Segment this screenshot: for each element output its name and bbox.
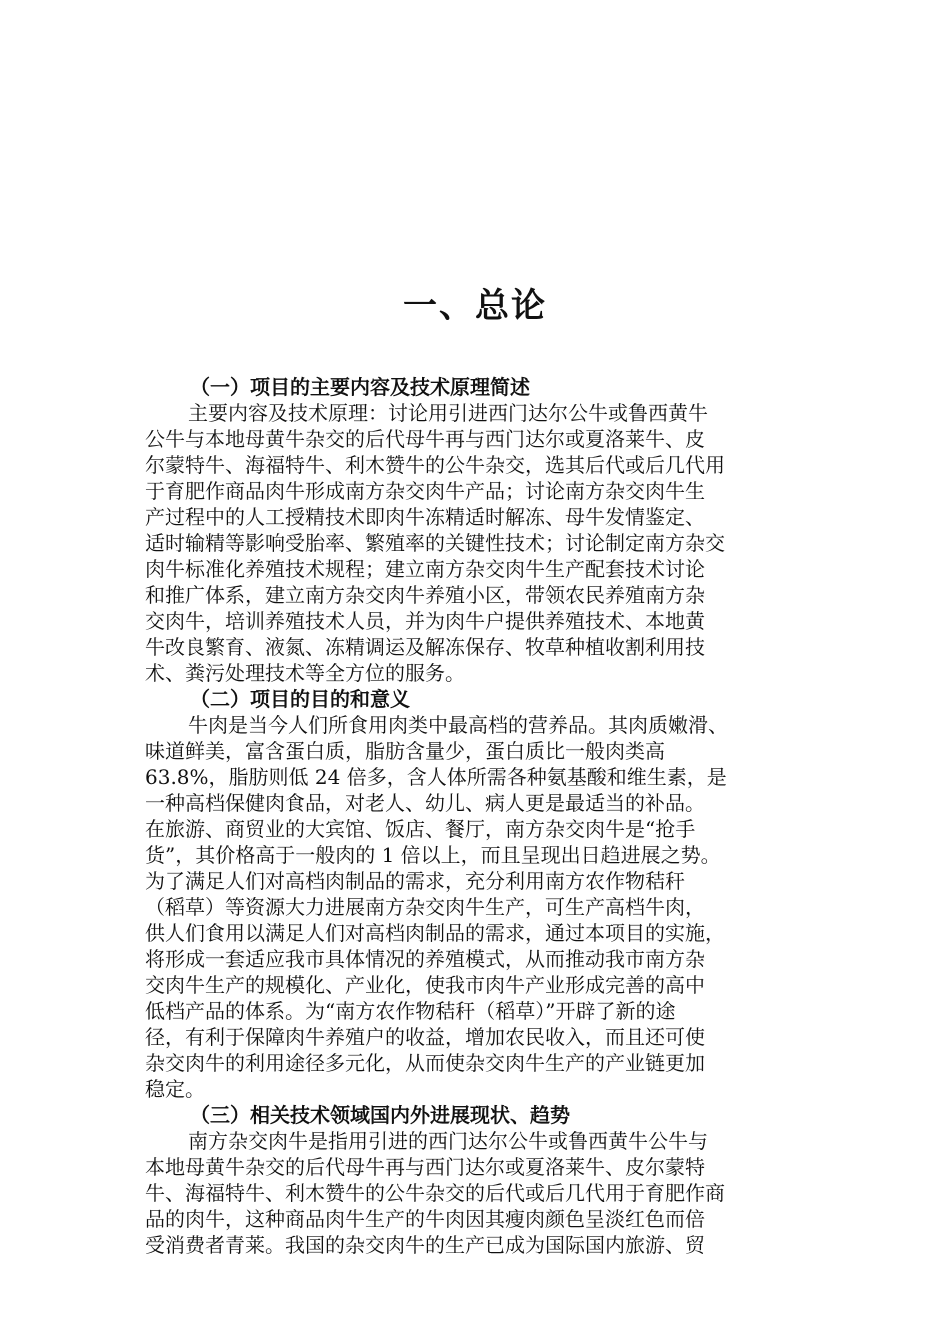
paragraph-line: 牛、海福特牛、利木赞牛的公牛杂交的后代或后几代用于育肥作商	[145, 1181, 725, 1205]
paragraph-line: 牛肉是当今人们所食用肉类中最高档的营养品。其肉质嫩滑、	[188, 713, 728, 737]
paragraph-line: 将形成一套适应我市具体情况的养殖模式，从而推动我市南方杂	[145, 947, 705, 971]
paragraph-line: 在旅游、商贸业的大宾馆、饭店、餐厅，南方杂交肉牛是“抢手	[145, 817, 696, 841]
paragraph-line: 于育肥作商品肉牛形成南方杂交肉牛产品；讨论南方杂交肉牛生	[145, 479, 705, 503]
paragraph-line: 为了满足人们对高档肉制品的需求，充分利用南方农作物秸秆	[145, 869, 685, 893]
paragraph-line: 63.8%，脂肪则低 24 倍多，含人体所需各种氨基酸和维生素，是	[145, 765, 727, 789]
document-title: 一、总论	[403, 286, 547, 326]
paragraph-line: 一种高档保健肉食品，对老人、幼儿、病人更是最适当的补品。	[145, 791, 705, 815]
paragraph-line: 杂交肉牛的利用途径多元化，从而使杂交肉牛生产的产业链更加	[145, 1051, 705, 1075]
paragraph-line: 牛改良繁育、液氮、冻精调运及解冻保存、牧草种植收割利用技	[145, 635, 705, 659]
paragraph-line: 适时输精等影响受胎率、繁殖率的关键性技术；讨论制定南方杂交	[145, 531, 725, 555]
section-heading-2: （二）项目的目的和意义	[190, 687, 410, 711]
paragraph-line: 受消费者青莱。我国的杂交肉牛的生产已成为国际国内旅游、贸	[145, 1233, 705, 1257]
paragraph-line: 供人们食用以满足人们对高档肉制品的需求，通过本项目的实施，	[145, 921, 725, 945]
paragraph-line: （稻草）等资源大力进展南方杂交肉牛生产，可生产高档牛肉，	[145, 895, 705, 919]
paragraph-line: 交肉牛，培训养殖技术人员，并为肉牛户提供养殖技术、本地黄	[145, 609, 705, 633]
paragraph-line: 肉牛标准化养殖技术规程；建立南方杂交肉牛生产配套技术讨论	[145, 557, 705, 581]
paragraph-line: 和推广体系，建立南方杂交肉牛养殖小区，带领农民养殖南方杂	[145, 583, 705, 607]
paragraph-line: 交肉牛生产的规模化、产业化，使我市肉牛产业形成完善的高中	[145, 973, 705, 997]
paragraph-line: 产过程中的人工授精技术即肉牛冻精适时解冻、母牛发情鉴定、	[145, 505, 705, 529]
paragraph-line: 南方杂交肉牛是指用引进的西门达尔公牛或鲁西黄牛公牛与	[188, 1129, 708, 1153]
paragraph-line: 味道鲜美，富含蛋白质，脂肪含量少，蛋白质比一般肉类高	[145, 739, 665, 763]
paragraph-line: 公牛与本地母黄牛杂交的后代母牛再与西门达尔或夏洛莱牛、皮	[145, 427, 705, 451]
paragraph-line: 品的肉牛，这种商品肉牛生产的牛肉因其瘦肉颜色呈淡红色而倍	[145, 1207, 705, 1231]
paragraph-line: 径，有利于保障肉牛养殖户的收益，增加农民收入，而且还可使	[145, 1025, 705, 1049]
paragraph-line: 尔蒙特牛、海福特牛、利木赞牛的公牛杂交，选其后代或后几代用	[145, 453, 725, 477]
paragraph-line: 低档产品的体系。为“南方农作物秸秆（稻草）”开辟了新的途	[145, 999, 676, 1023]
paragraph-line: 主要内容及技术原理：讨论用引进西门达尔公牛或鲁西黄牛	[188, 401, 708, 425]
section-heading-1: （一）项目的主要内容及技术原理简述	[190, 375, 530, 399]
section-heading-3: （三）相关技术领域国内外进展现状、趋势	[190, 1103, 570, 1127]
paragraph-line: 本地母黄牛杂交的后代母牛再与西门达尔或夏洛莱牛、皮尔蒙特	[145, 1155, 705, 1179]
paragraph-line: 货”，其价格高于一般肉的 1 倍以上，而且呈现出日趋进展之势。	[145, 843, 721, 867]
paragraph-line: 术、粪污处理技术等全方位的服务。	[145, 661, 465, 685]
paragraph-line: 稳定。	[145, 1077, 205, 1101]
